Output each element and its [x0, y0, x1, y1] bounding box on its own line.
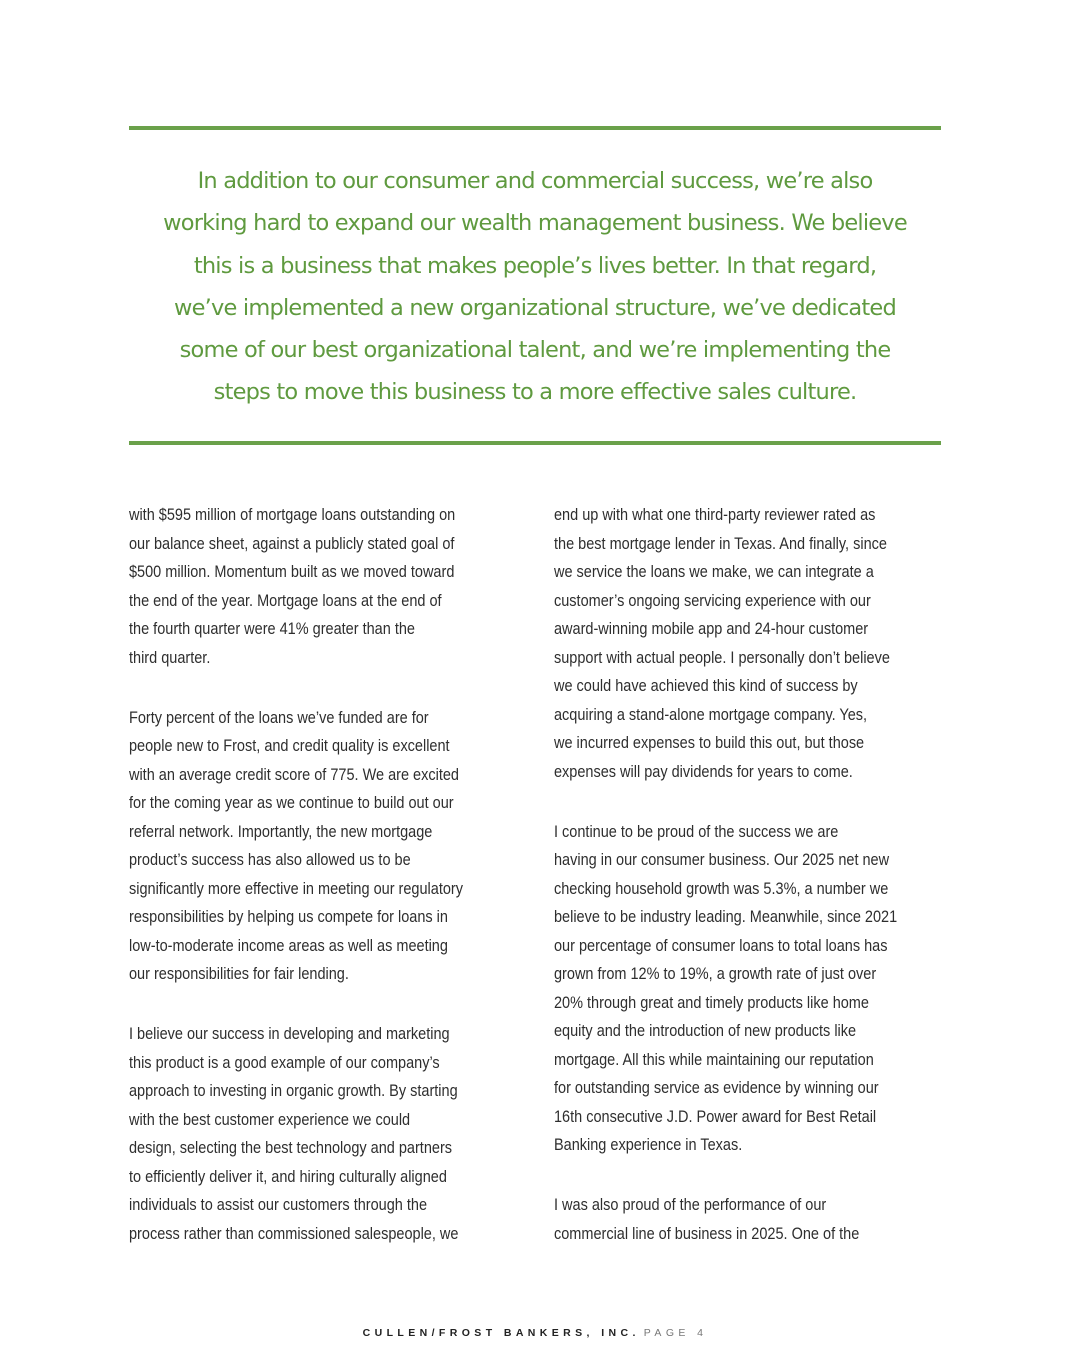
- text-line: to efficiently deliver it, and hiring culturally aligned: [129, 1167, 447, 1186]
- text-line: equity and the introduction of new products like: [554, 1022, 857, 1040]
- text-line: with $595 million of mortgage loans outstanding on: [129, 506, 456, 524]
- text-line: for outstanding service as evidence by winning our: [554, 1079, 879, 1097]
- text-line: commercial line of business in 2025. One of the: [554, 1224, 860, 1243]
- pull-quote-bottom-rule: [129, 441, 941, 445]
- text-line: grown from 12% to 19%, a growth rate of just over: [554, 965, 877, 983]
- paragraph: [554, 818, 954, 1160]
- text-line: 20% through great and timely products like home: [554, 993, 869, 1012]
- pull-quote-line: steps to move this business to a more effective sales culture.: [213, 379, 857, 406]
- text-line: checking household growth was 5.3%, a number we: [554, 879, 889, 898]
- paragraph: [129, 501, 529, 672]
- text-line: the best mortgage lender in Texas. And finally, since: [554, 534, 887, 553]
- paragraph: [554, 1191, 954, 1248]
- footer-company-name: CULLEN/FROST BANKERS, INC.: [362, 1327, 640, 1339]
- text-line: acquiring a stand-alone mortgage company. Yes,: [554, 705, 868, 724]
- text-line: our responsibilities for fair lending.: [129, 965, 349, 983]
- pull-quote: [129, 160, 941, 414]
- text-line: support with actual people. I personally don’t believe: [554, 648, 890, 667]
- right-text-column: [554, 501, 954, 1280]
- text-line: end up with what one third-party reviewer rated as: [554, 506, 876, 524]
- text-line: responsibilities by helping us compete for loans in: [129, 908, 448, 926]
- text-line: our percentage of consumer loans to total loans has: [554, 936, 888, 955]
- text-line: this product is a good example of our company’s: [129, 1053, 440, 1072]
- text-line: product’s success has also allowed us to be: [129, 851, 411, 869]
- text-line: approach to investing in organic growth. By starting: [129, 1082, 458, 1100]
- text-line: significantly more effective in meeting our regulatory: [129, 879, 463, 898]
- text-line: I continue to be proud of the success we are: [554, 822, 839, 841]
- text-line: believe to be industry leading. Meanwhile, since 2021: [554, 908, 898, 926]
- text-line: expenses will pay dividends for years to come.: [554, 762, 853, 781]
- pull-quote-line: some of our best organizational talent, and we’re implementing the: [179, 337, 891, 364]
- text-line: we incurred expenses to build this out, but those: [554, 734, 865, 752]
- text-line: the fourth quarter were 41% greater than the: [129, 620, 415, 638]
- text-line: individuals to assist our customers through the: [129, 1196, 428, 1214]
- text-line: $500 million. Momentum built as we moved toward: [129, 563, 455, 581]
- page-footer: [0, 1327, 1070, 1339]
- text-line: we service the loans we make, we can integrate a: [554, 563, 874, 581]
- text-line: low-to-moderate income areas as well as meeting: [129, 936, 448, 955]
- pull-quote-line: In addition to our consumer and commercial success, we’re also: [197, 168, 873, 194]
- text-line: with an average credit score of 775. We are excited: [129, 765, 459, 784]
- pull-quote-line: working hard to expand our wealth management business. We believe: [163, 210, 907, 237]
- text-line: design, selecting the best technology and partners: [129, 1139, 453, 1157]
- text-line: mortgage. All this while maintaining our reputation: [554, 1050, 874, 1069]
- text-line: third quarter.: [129, 648, 211, 667]
- text-line: award-winning mobile app and 24-hour customer: [554, 620, 869, 638]
- text-line: I was also proud of the performance of our: [554, 1196, 827, 1214]
- paragraph: [129, 704, 529, 989]
- text-line: I believe our success in developing and marketing: [129, 1025, 450, 1043]
- text-line: the end of the year. Mortgage loans at the end of: [129, 591, 442, 610]
- pull-quote-top-rule: [129, 126, 941, 130]
- text-line: for the coming year as we continue to build out our: [129, 794, 454, 812]
- footer-page-number: PAGE 4: [643, 1327, 708, 1339]
- text-line: customer’s ongoing servicing experience with our: [554, 591, 871, 610]
- text-line: 16th consecutive J.D. Power award for Best Retail: [554, 1107, 877, 1126]
- paragraph: [554, 501, 954, 786]
- text-line: people new to Frost, and credit quality is excellent: [129, 737, 450, 755]
- text-line: with the best customer experience we could: [129, 1110, 411, 1129]
- text-line: Forty percent of the loans we’ve funded are for: [129, 708, 429, 727]
- text-line: we could have achieved this kind of success by: [554, 677, 858, 695]
- text-line: our balance sheet, against a publicly stated goal of: [129, 534, 455, 553]
- left-text-column: [129, 501, 529, 1280]
- paragraph: [129, 1020, 529, 1248]
- pull-quote-line: we’ve implemented a new organizational structure, we’ve dedicated: [174, 294, 896, 321]
- text-line: having in our consumer business. Our 2025 net new: [554, 851, 890, 869]
- text-line: Banking experience in Texas.: [554, 1136, 743, 1154]
- text-line: referral network. Importantly, the new mortgage: [129, 822, 433, 841]
- pull-quote-line: this is a business that makes people’s lives better. In that regard,: [193, 252, 877, 279]
- text-line: process rather than commissioned salespeople, we: [129, 1224, 459, 1243]
